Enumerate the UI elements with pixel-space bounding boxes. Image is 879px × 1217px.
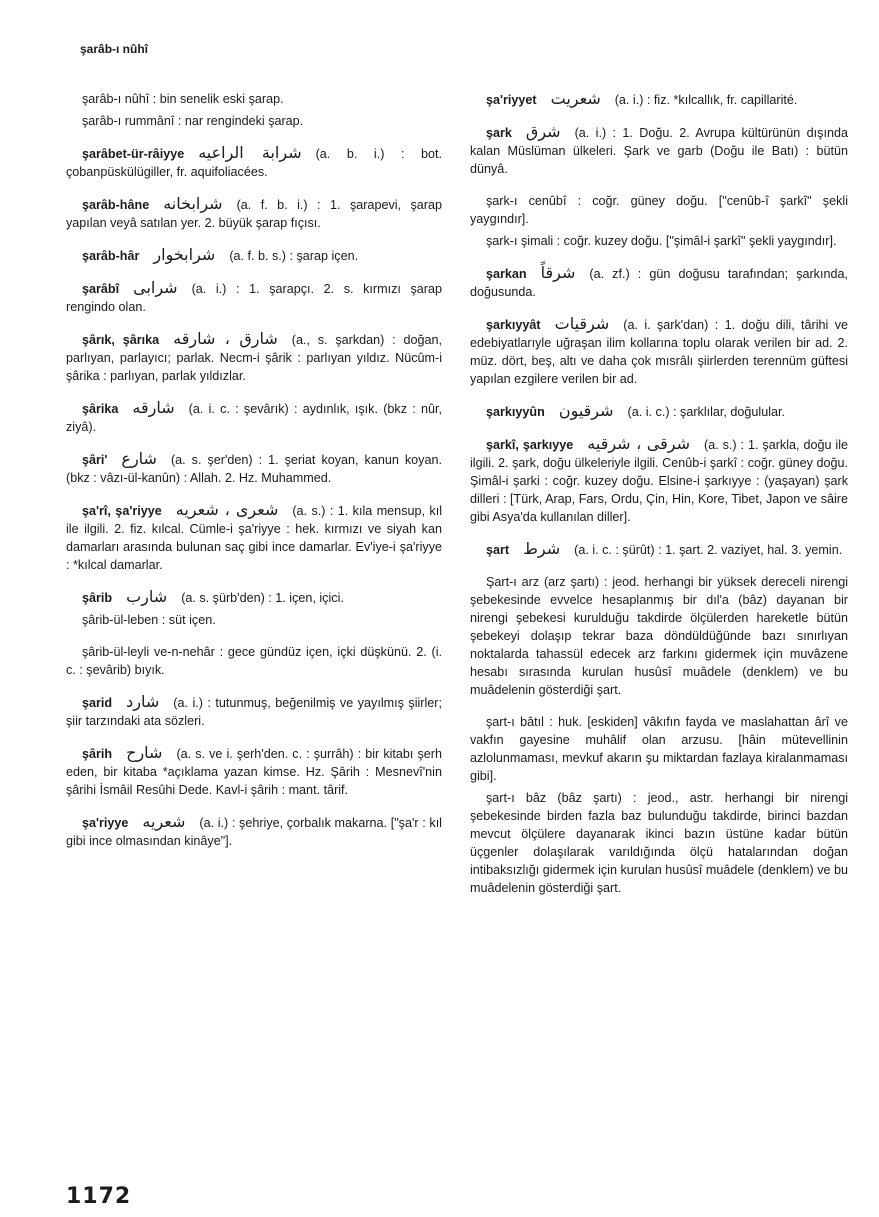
headword: şarkî, şarkıyye [486,438,574,452]
definition: (a. i. c.) : şarklılar, doğulular. [627,405,786,419]
entry-sarib [66,588,442,607]
entry-text: şârib-ül-leben : süt içen. [82,613,216,627]
headword: şarâbî [82,282,120,296]
definition: (a. i.) : 1. şarapçı. 2. s. kırmızı şarap rengindo olan. [66,282,442,314]
definition: (a., s. şarkdan) : doğan, parlıyan, parlayıcı; parlak. Necm-i şârik : parlıyan yıldız. Nücûm-i şârika : parlıyan, parlak yıldızlar. [66,333,442,383]
entry-text: şart-ı bâtıl : huk. [eskiden] vâkıfın fayda ve maslahattan ârî ve vakfın gayesine muhâlif olan arzusu. [hâin mütevellinin azlolunmaması, mevkuf akarın şu miktardan fazlaya kiralanmaması gibi]. [470,715,848,783]
headword: şarkan [486,267,527,281]
headword: şa'riyye [82,816,129,830]
headword: şârib [82,591,113,605]
arabic-script: شرقيات [554,314,610,333]
entry-sarid [66,693,442,730]
left-column [66,90,442,864]
definition: (a. zf.) : gün doğusu tarafından; şarkında, doğusunda. [470,267,848,299]
arabic-script: شارب [126,587,168,606]
entry-sari-sariyye [66,501,442,574]
headword: şâri' [82,453,108,467]
entry-sarkiyyun [470,402,848,421]
arabic-script: شرابة الراعيه [198,143,302,162]
definition: (a. i. şark'dan) : 1. doğu dili, târihi ve edebiyatlarıyle uğraşan ilim kollarına toplu olarak verilen bir ad. 2. müz. dört, beş, altı ve daha çok mısrâlı şiirlerden terennüm güftesi yapılan ezgilere verilen bir ad. [470,318,848,386]
definition: (a. f. b. s.) : şarap içen. [229,249,359,263]
entry-sarib-ul-leyli [66,643,442,679]
definition: (a. s.) : 1. kıla mensup, kıl ile ilgili. 2. fiz. kılcal. Cümle-i şa'riyye : hek. kırmızı ve siyah kan damarları arasında bulunan saç gibi ince damarlar. Ev'iye-i şa'riyye : *kılcal damarlar. [66,504,442,572]
definition: (a. s.) : 1. şarkla, doğu ile ilgili. 2. şark, doğu ülkeleriyle ilgili. Cenûb-i şarkî : coğr. güney doğu. Şimâl-i şarki : coğr. kuzey doğu. Elsine-i şarkıyye : (yaşayan) şark dilleri : [Türk, Arap, Fars, Ordu, Çin, Hin, Kore, Tibet, Japon ve sâire gibi Asya'da kullanılan diller]. [470,438,848,524]
arabic-script: شرقيون [558,401,614,420]
entry-sarik [66,330,442,385]
entry-sarkan [470,264,848,301]
arabic-script: شارح [126,743,163,762]
headword: şarkıyyât [486,318,541,332]
right-column [470,90,848,911]
entry-sark [470,123,848,178]
entry-sarab-i-nuhi [66,90,442,108]
arabic-script: شرقى ، شرقيه [587,434,690,453]
headword: şârık, şârıka [82,333,160,347]
definition: (a. i. c. : şevârık) : aydınlık, ışık. (bkz : nûr, ziyâ). [66,402,442,434]
arabic-script: شارد [126,692,160,711]
entry-sart-i-baz [470,789,848,897]
running-head: şarâb-ı nûhî [80,42,149,56]
headword: şârih [82,747,113,761]
definition: (a. i. c. : şürût) : 1. şart. 2. vaziyet, hal. 3. yemin. [574,543,843,557]
arabic-script: شارقه [132,398,175,417]
entry-sarib-ul-leben [66,611,442,629]
definition: (a. i.) : şehriye, çorbalık makarna. ["şa'r : kıl gibi ince olmasından kinâye"]. [66,816,442,848]
entry-sart-i-batil [470,713,848,785]
headword: şart [486,543,510,557]
headword: şarâbet-ür-râiyye [82,147,185,161]
entry-sariyyet [470,90,848,109]
entry-sart-i-arz [470,573,848,699]
headword: şark [486,126,512,140]
entry-text: şarâb-ı nûhî : bin senelik eski şarap. [82,92,284,106]
entry-sariyye [66,813,442,850]
entry-sart [470,540,848,559]
entry-sarab-hane [66,195,442,232]
arabic-script: شعريت [550,89,601,108]
definition: (a. b. i.) : bot. çobanpüskülügiller, fr. aquifoliacées. [66,147,443,179]
arabic-script: شارق ، شارقه [173,329,278,348]
entry-text: şart-ı bâz (bâz şartı) : jeod., astr. herhangi bir nirengi şebekesinde birden fazla baz bulunduğu takdirde, birinci bazdan mevcut ölçülere dayanarak ikinci bazın üstüne kadar bütün üçgenler dolaşılarak varıldığında ölçü hatalarından doğan intibaksızlığı gidermek için kurulan husûsî muâdele (denklem) ve bu muâdelenin gösterdiği şart. [470,791,848,895]
entry-text: şark-ı şimali : coğr. kuzey doğu. ["şimâl-i şarkî" şekli yaygındır]. [486,234,837,248]
page-number: 1172 [66,1184,132,1209]
entry-sari [66,450,442,487]
entry-sarab-har [66,246,442,265]
headword: şarâb-hâne [82,198,150,212]
entry-sarkiyyat [470,315,848,388]
definition: (a. i.) : tutunmuş, beğenilmiş ve yayılmış şiirler; şiir tarzındaki ata sözleri. [66,696,442,728]
arabic-script: شرابخوار [153,245,216,264]
arabic-script: شعرى ، شعريه [175,500,279,519]
arabic-script: شرق [525,122,561,141]
headword: şarid [82,696,113,710]
entry-sarki [470,435,848,526]
definition: (a. s. şer'den) : 1. şeriat koyan, kanun koyan. (bkz : vâzı-ül-kanûn) : Allah. 2. Hz. Muhammed. [66,453,442,485]
entry-sarika [66,399,442,436]
entry-text: şarâb-ı rummânî : nar rengindeki şarap. [82,114,304,128]
arabic-script: شرابى [133,278,178,297]
entry-sark-i-cenubi [470,192,848,228]
entry-text: şark-ı cenûbî : coğr. güney doğu. ["cenûb-î şarkî" şekli yaygındır]. [470,194,848,226]
definition: (a. s. ve i. şerh'den. c. : şurrâh) : bir kitabı şerh eden, bir kitaba *açıklama yazan kimse. Hz. Şârih : Mesnevî'nin şârihi İsmâil Resûhi Dede. Kavl-i şârih : mant. târif. [66,747,442,797]
arabic-script: شارع [121,449,157,468]
definition: (a. f. b. i.) : 1. şarapevi, şarap yapılan veyâ satılan yer. 2. büyük şarap fıçısı. [66,198,442,230]
definition: (a. i.) : 1. Doğu. 2. Avrupa kültürünün dışında kalan Müslüman ülkeleri. Şark ve garb (Doğu ile Batı) : bütün dünyâ. [470,126,848,176]
headword: şarâb-hâr [82,249,140,263]
definition: (a. s. şürb'den) : 1. içen, içici. [181,591,344,605]
entry-sarih [66,744,442,799]
arabic-script: شعريه [142,812,186,831]
entry-sark-i-simali [470,232,848,250]
headword: şa'rî, şa'riyye [82,504,162,518]
definition: (a. i.) : fiz. *kılcallık, fr. capillarité. [614,93,798,107]
entry-text: şârib-ül-leyli ve-n-nehâr : gece gündüz içen, içki düşkünü. 2. (i. c. : şevârib) bıyık. [66,645,442,677]
headword: şarkıyyûn [486,405,545,419]
entry-sarab-i-rummani [66,112,442,130]
entry-sarabet-ur-raiyye [66,144,442,181]
arabic-script: شرط [523,539,561,558]
arabic-script: شرقاً [540,263,576,282]
arabic-script: شرابخانه [163,194,223,213]
headword: şârika [82,402,119,416]
entry-sarabi [66,279,442,316]
entry-text: Şart-ı arz (arz şartı) : jeod. herhangi bir yüksek dereceli nirengi şebekesinde evvelce hesaplanmış bir dıl'a (bâz) dayanan bir nirengi şebekesi kurulduğu takdirde ölçülerden hareketle bütün şebekeyi dolaşıp tekrar baza döndüldüğünde bazı sınırlıyan noktalarda tahassül edecek arz farkını gidermek için muvâzene hesabı sırasında kurulan husûsî muâdele (denklem) ve bu muâdelenin gösterdiği şart. [470,575,848,697]
headword: şa'riyyet [486,93,537,107]
